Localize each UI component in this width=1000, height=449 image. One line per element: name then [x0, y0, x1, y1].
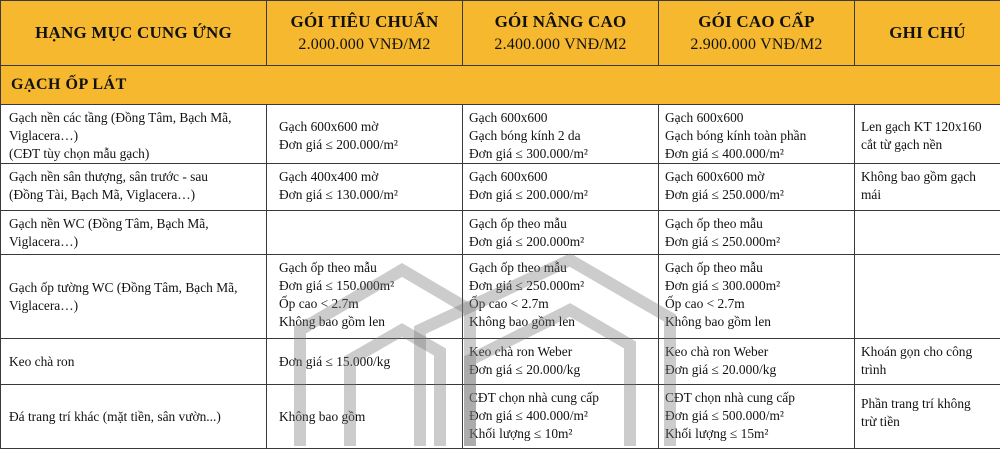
premium-cell: Gạch 600x600 Gạch bóng kính toàn phần Đơn giá ≤ 400.000/m² [659, 105, 855, 164]
premium-cell: CĐT chọn nhà cung cấp Đơn giá ≤ 500.000/m² Khối lượng ≤ 15m² [659, 385, 855, 449]
item-cell: Đá trang trí khác (mặt tiền, sân vườn...) [1, 385, 267, 449]
note-cell: Len gạch KT 120x160 cắt từ gạch nền [855, 105, 1000, 164]
advanced-cell: Gạch 600x600 Đơn giá ≤ 200.000/m² [463, 164, 659, 211]
premium-cell: Gạch ốp theo mẫu Đơn giá ≤ 250.000m² [659, 211, 855, 255]
note-cell: Khoán gọn cho công trình [855, 339, 1000, 385]
table-row [1, 211, 1000, 255]
standard-cell: Gạch ốp theo mẫu Đơn giá ≤ 150.000m² Ốp cao < 2.7m Không bao gồm len [267, 255, 463, 339]
advanced-cell: CĐT chọn nhà cung cấp Đơn giá ≤ 400.000/m² Khối lượng ≤ 10m² [463, 385, 659, 449]
section-row [1, 66, 1000, 105]
standard-cell: Không bao gồm [267, 385, 463, 449]
advanced-cell: Gạch ốp theo mẫu Đơn giá ≤ 250.000m² Ốp cao < 2.7m Không bao gồm len [463, 255, 659, 339]
premium-cell: Gạch 600x600 mờ Đơn giá ≤ 250.000/m² [659, 164, 855, 211]
table-row [1, 339, 1000, 385]
advanced-cell: Keo chà ron Weber Đơn giá ≤ 20.000/kg [463, 339, 659, 385]
note-cell [855, 211, 1000, 255]
advanced-cell: Gạch ốp theo mẫu Đơn giá ≤ 200.000m² [463, 211, 659, 255]
item-cell: Keo chà ron [1, 339, 267, 385]
header-premium: GÓI CAO CẤP 2.900.000 VNĐ/M2 [659, 1, 855, 66]
table-row [1, 164, 1000, 211]
table-row [1, 255, 1000, 339]
table-row [1, 105, 1000, 164]
item-cell: Gạch nền sân thượng, sân trước - sau (Đồng Tài, Bạch Mã, Viglacera…) [1, 164, 267, 211]
standard-cell: Đơn giá ≤ 15.000/kg [267, 339, 463, 385]
note-cell: Phần trang trí không trừ tiền [855, 385, 1000, 449]
header-advanced: GÓI NÂNG CAO 2.400.000 VNĐ/M2 [463, 1, 659, 66]
section-title: GẠCH ỐP LÁT [1, 66, 1000, 105]
table-row [1, 385, 1000, 449]
item-cell: Gạch nền WC (Đồng Tâm, Bạch Mã, Viglacera…) [1, 211, 267, 255]
standard-cell: Gạch 600x600 mờ Đơn giá ≤ 200.000/m² [267, 105, 463, 164]
header-note: GHI CHÚ [855, 1, 1000, 66]
premium-cell: Gạch ốp theo mẫu Đơn giá ≤ 300.000m² Ốp cao < 2.7m Không bao gồm len [659, 255, 855, 339]
advanced-cell: Gạch 600x600 Gạch bóng kính 2 da Đơn giá ≤ 300.000/m² [463, 105, 659, 164]
standard-cell [267, 211, 463, 255]
item-cell: Gạch nền các tầng (Đồng Tâm, Bạch Mã, Viglacera…) (CĐT tùy chọn mẫu gạch) [1, 105, 267, 164]
header-item: HẠNG MỤC CUNG ỨNG [1, 1, 267, 66]
note-cell [855, 255, 1000, 339]
standard-cell: Gạch 400x400 mờ Đơn giá ≤ 130.000/m² [267, 164, 463, 211]
header-standard: GÓI TIÊU CHUẨN 2.000.000 VNĐ/M2 [267, 1, 463, 66]
premium-cell: Keo chà ron Weber Đơn giá ≤ 20.000/kg [659, 339, 855, 385]
header-row [1, 1, 1000, 66]
item-cell: Gạch ốp tường WC (Đồng Tâm, Bạch Mã, Viglacera…) [1, 255, 267, 339]
note-cell: Không bao gồm gạch mái [855, 164, 1000, 211]
